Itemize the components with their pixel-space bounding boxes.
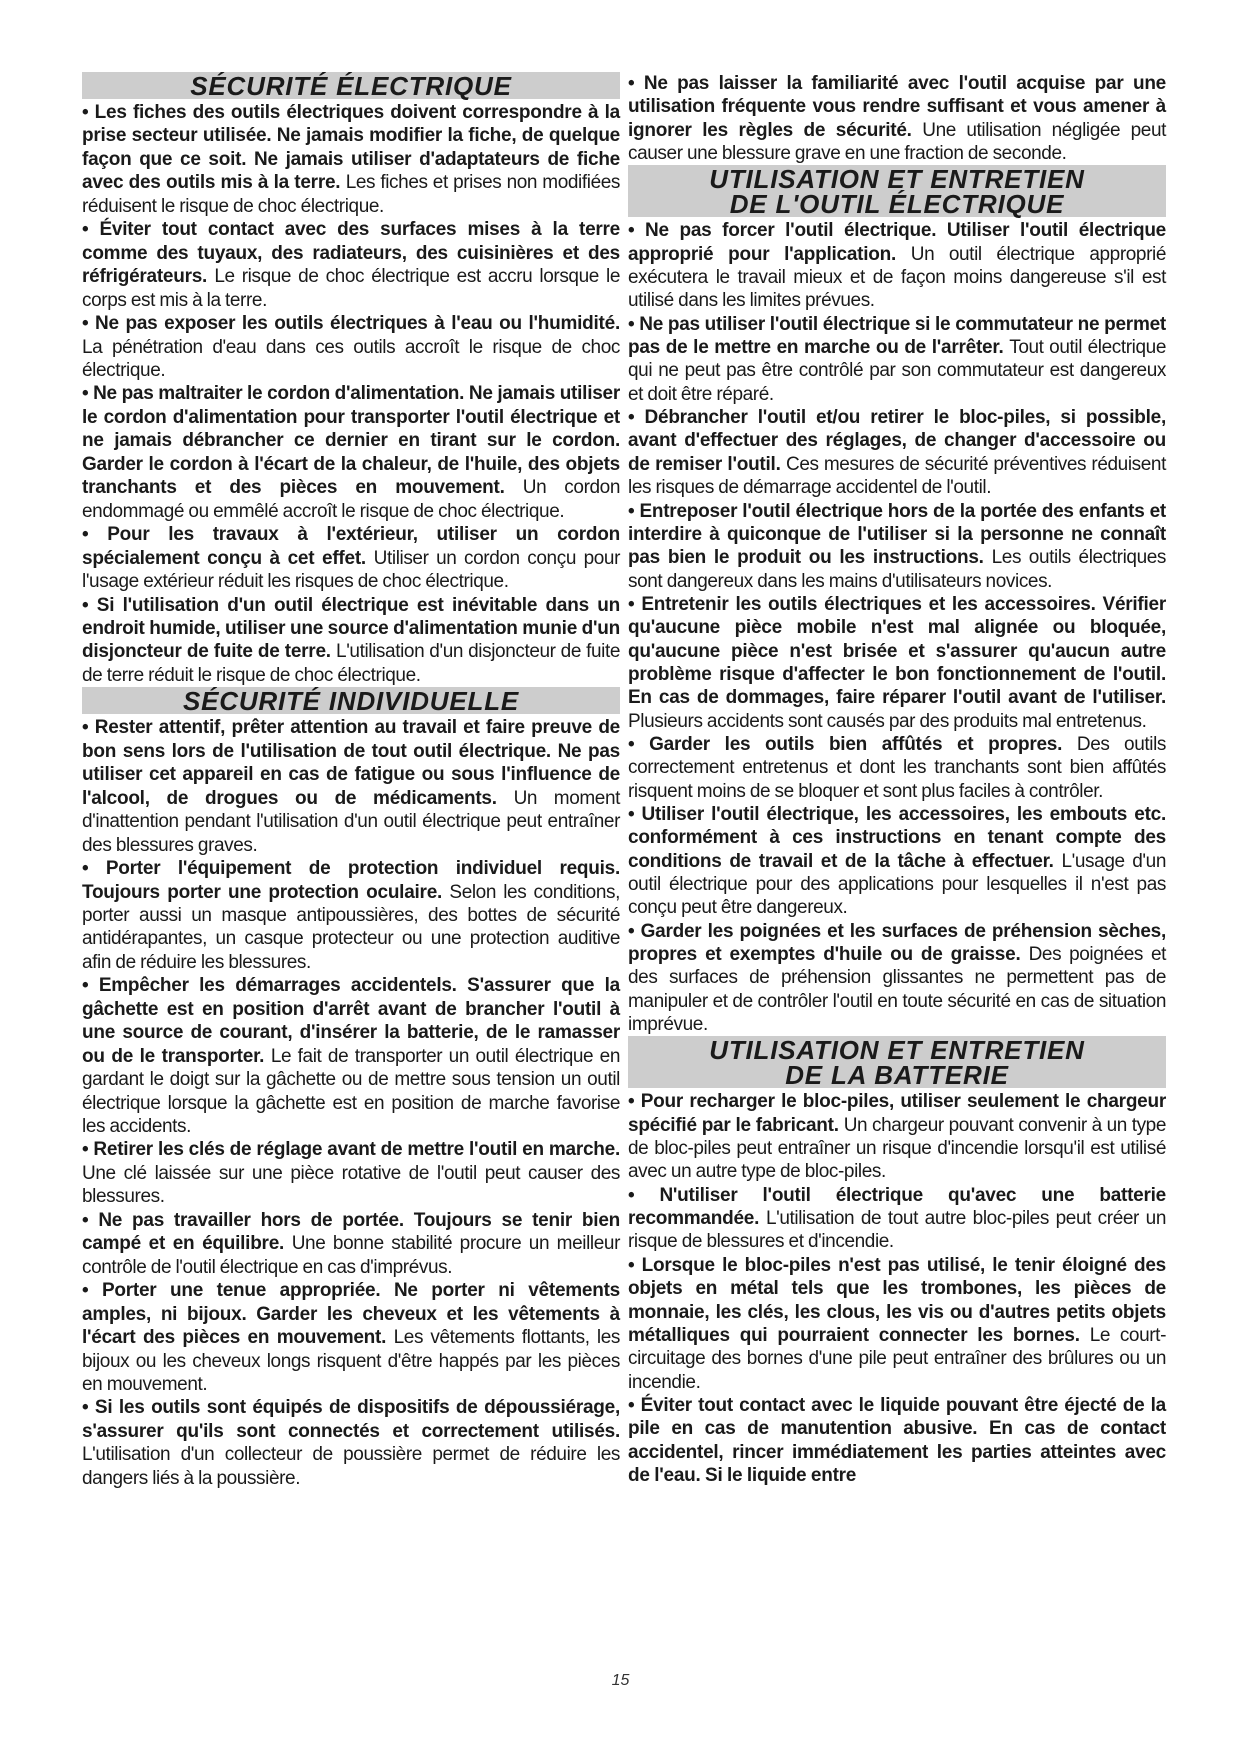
instruction-lead: • Garder les poignées et les surfaces de préhension sèches, propres et exemptes d'huile ou de graisse. [628,920,1166,966]
instruction-detail: Un chargeur pouvant convenir à un type de bloc-piles peut entraîner un risque d'incendie lorsqu'il est utilisé avec un autre type de bloc-piles. [628,1114,1167,1183]
instruction-detail: Une clé laissée sur une pièce rotative de l'outil peut causer des blessures. [82,1162,620,1208]
instruction-lead: • Utiliser l'outil électrique, les accessoires, les embouts etc. conformément à ces instructions en tenant compte des conditions de travail et de la tâche à effectuer. [628,803,1166,872]
instruction-lead: • Éviter tout contact avec le liquide pouvant être éjecté de la pile en cas de manutention abusive. En cas de contact accidentel, rincer immédiatement les parties atteintes avec de l'eau. Si le liquide entre [628,1394,1166,1486]
instruction-lead: • Les fiches des outils électriques doivent correspondre à la prise secteur utilisée. Ne jamais modifier la fiche, de quelque façon que ce soit. Ne jamais utiliser d'adaptateurs de fiche avec des outils mis à la terre. [82,102,620,194]
instruction-detail: Le risque de choc électrique est accru lorsque le corps est mis à la terre. [82,266,620,311]
instruction-detail: Un cordon endommagé ou emmêlé accroît le risque de choc électrique. [82,477,621,522]
safety-instruction [628,1184,1166,1254]
safety-instruction [628,219,1166,312]
instruction-detail: L'usage d'un outil électrique pour des applications pour lesquelles il n'est pas conçu peut être dangereux. [628,850,1166,919]
safety-instruction [82,101,620,218]
safety-instruction [82,218,620,312]
safety-instruction [82,382,620,523]
safety-instruction [82,1209,620,1279]
instruction-lead: • Pour recharger le bloc-piles, utiliser seulement le chargeur spécifié par le fabricant. [628,1091,1166,1136]
instruction-lead: • N'utiliser l'outil électrique qu'avec une batterie recommandée. [628,1184,1166,1230]
instruction-detail: L'utilisation de tout autre bloc-piles peut créer un risque de blessures et d'incendie. [628,1208,1166,1253]
instruction-lead: • Si les outils sont équipés de dispositifs de dépoussiérage, s'assurer qu'ils sont connectés et correctement utilisés. [82,1397,620,1442]
instruction-detail: Un moment d'inattention pendant l'utilisation d'un outil électrique peut entraîner des blessures graves. [82,787,620,856]
instruction-lead: • Ne pas utiliser l'outil électrique si le commutateur ne permet pas de le mettre en marche ou de l'arrêter. [628,313,1166,359]
instruction-detail: Des poignées et des surfaces de préhension glissantes ne permettent pas de manipuler et de contrôler l'outil en toute sécurité en cas de situation imprévue. [628,944,1167,1036]
safety-instruction [82,857,620,974]
left-column [82,72,620,1490]
instruction-detail: Des outils correctement entretenus et dont les tranchants sont bien affûtés risquent moins de se bloquer et sont plus faciles à contrôler. [628,733,1166,802]
instruction-detail: Un outil électrique approprié exécutera le travail mieux et de façon moins dangereuse s'il est utilisé dans les limites prévues. [628,243,1166,312]
safety-instruction [628,72,1166,165]
safety-instruction [82,974,620,1138]
instruction-lead: • Porter l'équipement de protection individuel requis. Toujours porter une protection oculaire. [82,858,620,903]
instruction-detail: Plusieurs accidents sont causés par des produits mal entretenus. [628,710,1147,732]
page-number: 15 [611,1672,630,1689]
section-heading-utilisation-et-entretien-de-l-outil-electrique [628,164,1166,220]
instruction-detail: Ces mesures de sécurité préventives réduisent les risques de démarrage accidentel de l'outil. [628,453,1166,499]
instruction-lead: • Entretenir les outils électriques et les accessoires. Vérifier qu'aucune pièce mobile n'est mal alignée ou bloquée, qu'aucune pièce n'est brisée et s'assurer qu'aucun autre problème risque d'affecter le bon fonctionnement de l'outil. En cas de dommages, faire réparer l'outil avant de l'utiliser. [628,593,1166,709]
instruction-lead: • Retirer les clés de réglage avant de mettre l'outil en marche. [82,1139,620,1161]
safety-instruction [628,920,1166,1037]
instruction-lead: • Ne pas travailler hors de portée. Toujours se tenir bien campé et en équilibre. [82,1209,620,1255]
instruction-lead: • Pour les travaux à l'extérieur, utiliser un cordon spécialement conçu à cet effet. [82,524,620,569]
instruction-detail: Tout outil électrique qui ne peut pas être contrôlé par son commutateur est dangereux et doit être réparé. [628,337,1167,405]
section-heading-securite-electrique [82,72,620,99]
safety-instruction [628,733,1166,803]
instruction-detail: Les vêtements flottants, les bijoux ou les cheveux longs risquent d'être happés par les pièces en mouvement. [82,1327,620,1396]
instruction-detail: Une utilisation négligée peut causer une blessure grave en une fraction de seconde. [628,119,1167,165]
safety-instruction [82,523,620,593]
section-heading-line: UTILISATION ET ENTRETIEN [709,164,1085,195]
instruction-lead: • Ne pas maltraiter le cordon d'alimentation. Ne jamais utiliser le cordon d'alimentation pour transporter l'outil électrique et ne jamais débrancher ce dernier en tirant sur le cordon. Garder le cordon à l'écart de la chaleur, de l'huile, des objets tranchants et des pièces en mouvement. [82,383,620,499]
instruction-lead: • Débrancher l'outil et/ou retirer le bloc-piles, si possible, avant d'effectuer des réglages, de changer d'accessoire ou de remiser l'outil. [628,407,1166,475]
instruction-detail: Une bonne stabilité procure un meilleur contrôle de l'outil électrique en cas d'imprévus. [82,1233,620,1278]
safety-instruction [628,1394,1166,1487]
instruction-detail: Le court-circuitage des bornes d'une pile peut entraîner des brûlures ou un incendie. [628,1324,1166,1393]
instruction-lead: • Ne pas exposer les outils électriques à l'eau ou l'humidité. [82,313,620,335]
safety-instruction [628,406,1166,499]
instruction-lead: • Entreposer l'outil électrique hors de la portée des enfants et interdire à quiconque de l'utiliser si la personne ne connaît pas bien le produit ou les instructions. [628,500,1166,569]
instruction-detail: Selon les conditions, porter aussi un masque antipoussières, des bottes de sécurité antidérapantes, un casque protecteur ou une protection auditive afin de réduire les blessures. [82,881,620,973]
safety-instruction [628,593,1166,733]
section-heading-line: UTILISATION ET ENTRETIEN [709,1035,1085,1066]
instruction-detail: Utiliser un cordon conçu pour l'usage extérieur réduit les risques de choc électrique. [82,547,621,593]
section-heading-line: SÉCURITÉ INDIVIDUELLE [182,686,520,717]
right-column [628,72,1166,1487]
safety-instruction [82,1138,620,1208]
section-heading-line: SÉCURITÉ ÉLECTRIQUE [190,71,512,101]
section-heading-securite-individuelle [82,686,620,717]
instruction-detail: Les fiches et prises non modifiées réduisent le risque de choc électrique. [82,172,621,217]
safety-instruction [628,1090,1166,1183]
instruction-lead: • Empêcher les démarrages accidentels. S'assurer que la gâchette est en position d'arrêt avant de brancher l'outil à une source de courant, d'insérer la batterie, de le ramasser ou de le transporter. [82,975,620,1067]
instruction-lead: • Rester attentif, prêter attention au travail et faire preuve de bon sens lors de l'utilisation de tout outil électrique. Ne pas utiliser cet appareil en cas de fatigue ou sous l'influence de l'alcool, de drogues ou de médicaments. [82,717,620,809]
safety-instruction [82,1396,620,1490]
safety-instruction [628,1254,1166,1394]
instruction-lead: • Éviter tout contact avec des surfaces mises à la terre comme des tuyaux, des radiateurs, des cuisinières et des réfrigérateurs. [82,219,620,288]
instruction-lead: • Si l'utilisation d'un outil électrique est inévitable dans un endroit humide, utiliser une source d'alimentation munie d'un disjoncteur de fuite de terre. [82,594,620,663]
safety-instruction [82,594,620,688]
instruction-lead: • Lorsque le bloc-piles n'est pas utilisé, le tenir éloigné des objets en métal tels que les trombones, les pièces de monnaie, les clés, les clous, les vis ou d'autres petits objets métalliques qui pourraient connecter les bornes. [628,1254,1166,1346]
safety-instruction [82,312,620,382]
instruction-lead: • Garder les outils bien affûtés et propres. [628,733,1063,755]
section-heading-line: DE L'OUTIL ÉLECTRIQUE [729,189,1065,220]
section-heading-utilisation-et-entretien-de-la-batterie [628,1035,1166,1091]
instruction-detail: Le fait de transporter un outil électrique en gardant le doigt sur la gâchette ou de mettre sous tension un outil électrique lorsque la gâchette est en position de marche favorise les accidents. [82,1045,621,1138]
instruction-detail: Les outils électriques sont dangereux dans les mains d'utilisateurs novices. [628,547,1167,592]
instruction-lead: • Ne pas forcer l'outil électrique. Utiliser l'outil électrique approprié pour l'application. [628,220,1166,265]
safety-instruction [82,716,620,857]
instruction-detail: La pénétration d'eau dans ces outils accroît le risque de choc électrique. [82,336,620,381]
instruction-lead: • Porter une tenue appropriée. Ne porter ni vêtements amples, ni bijoux. Garder les cheveux et les vêtements à l'écart des pièces en mouvement. [82,1280,620,1349]
section-heading-line: DE LA BATTERIE [785,1060,1009,1091]
instruction-detail: L'utilisation d'un disjoncteur de fuite de terre réduit le risque de choc électrique. [82,641,621,686]
safety-instruction [82,1279,620,1396]
safety-instruction [628,313,1166,406]
safety-instruction [628,803,1166,920]
instruction-lead: • Ne pas laisser la familiarité avec l'outil acquise par une utilisation fréquente vous rendre suffisant et vous amener à ignorer les règles de sécurité. [628,73,1166,141]
safety-instruction [628,500,1166,593]
instruction-detail: L'utilisation d'un collecteur de poussière permet de réduire les dangers liés à la poussière. [82,1444,620,1489]
